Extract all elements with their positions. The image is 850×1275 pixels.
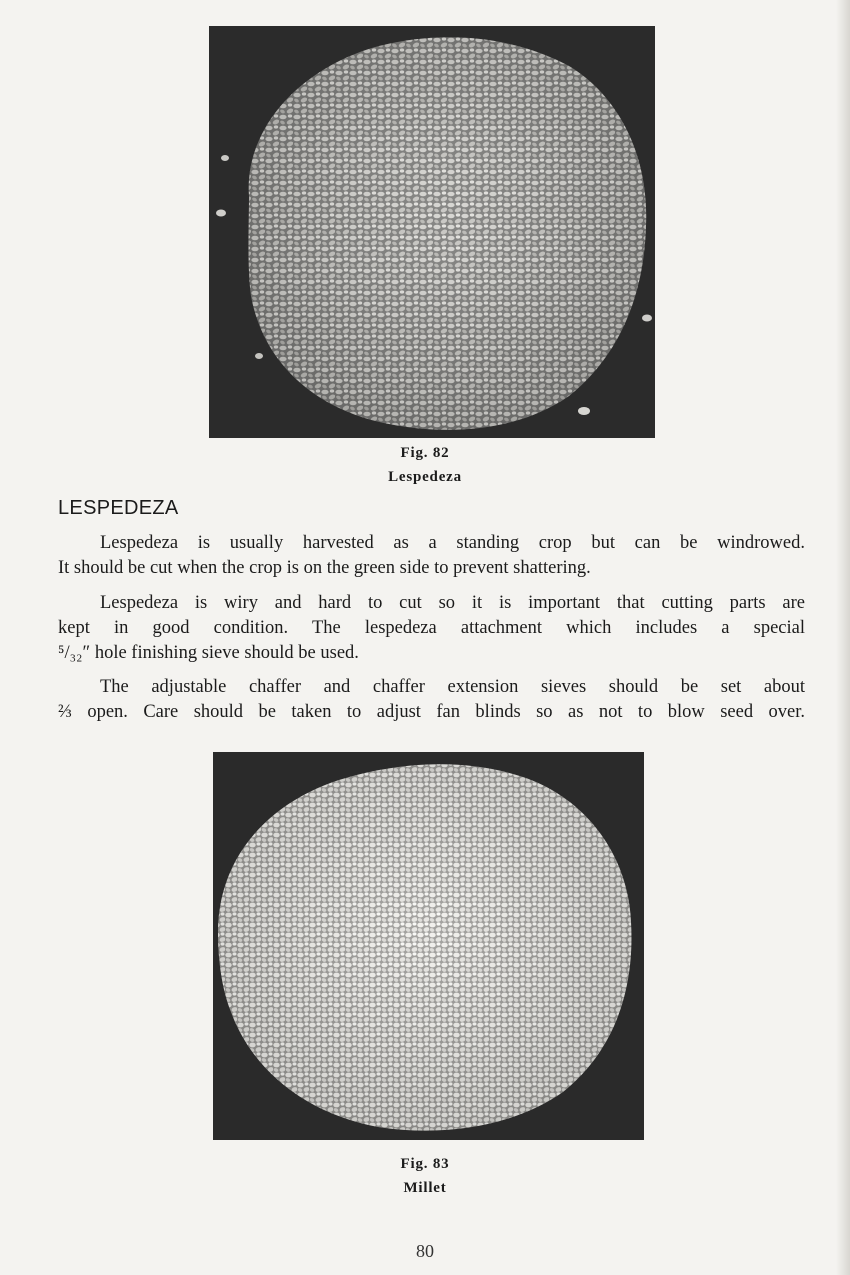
paragraph-1-line-1: Lespedeza is usually harvested as a standing crop but can be windrowed.	[100, 533, 805, 553]
paragraph-1-line-2: It should be cut when the crop is on the green side to prevent shattering.	[58, 558, 591, 578]
millet-seed-photo	[213, 752, 644, 1140]
page-edge-shadow	[836, 0, 850, 1275]
figure-82-caption	[0, 441, 850, 489]
page-number: 80	[416, 1241, 434, 1261]
paragraph-3-line-2: ⅔ open. Care should be taken to adjust fan blinds so as not to blow seed over.	[58, 702, 805, 722]
figure-82-number: Fig. 82	[400, 445, 450, 461]
paragraph-3	[58, 675, 805, 725]
figure-83-title: Millet	[403, 1180, 447, 1196]
paragraph-3-line-1: The adjustable chaffer and chaffer extension sieves should be set about	[100, 677, 805, 697]
figure-82-title: Lespedeza	[388, 469, 462, 485]
section-heading: LESPEDEZA	[58, 497, 179, 519]
paragraph-2-line-2: kept in good condition. The lespedeza attachment which includes a special	[58, 618, 805, 638]
lespedeza-seed-image	[209, 26, 655, 438]
millet-seed-image	[213, 752, 644, 1140]
paragraph-1	[58, 531, 805, 581]
lespedeza-seed-photo	[209, 26, 655, 438]
paragraph-2-line-3: ⁵/₃₂″ hole finishing sieve should be used.	[58, 643, 359, 663]
figure-83-caption	[0, 1152, 850, 1200]
paragraph-2	[58, 591, 805, 666]
paragraph-2-line-1: Lespedeza is wiry and hard to cut so it is important that cutting parts are	[100, 593, 805, 613]
figure-83-number: Fig. 83	[400, 1156, 450, 1172]
